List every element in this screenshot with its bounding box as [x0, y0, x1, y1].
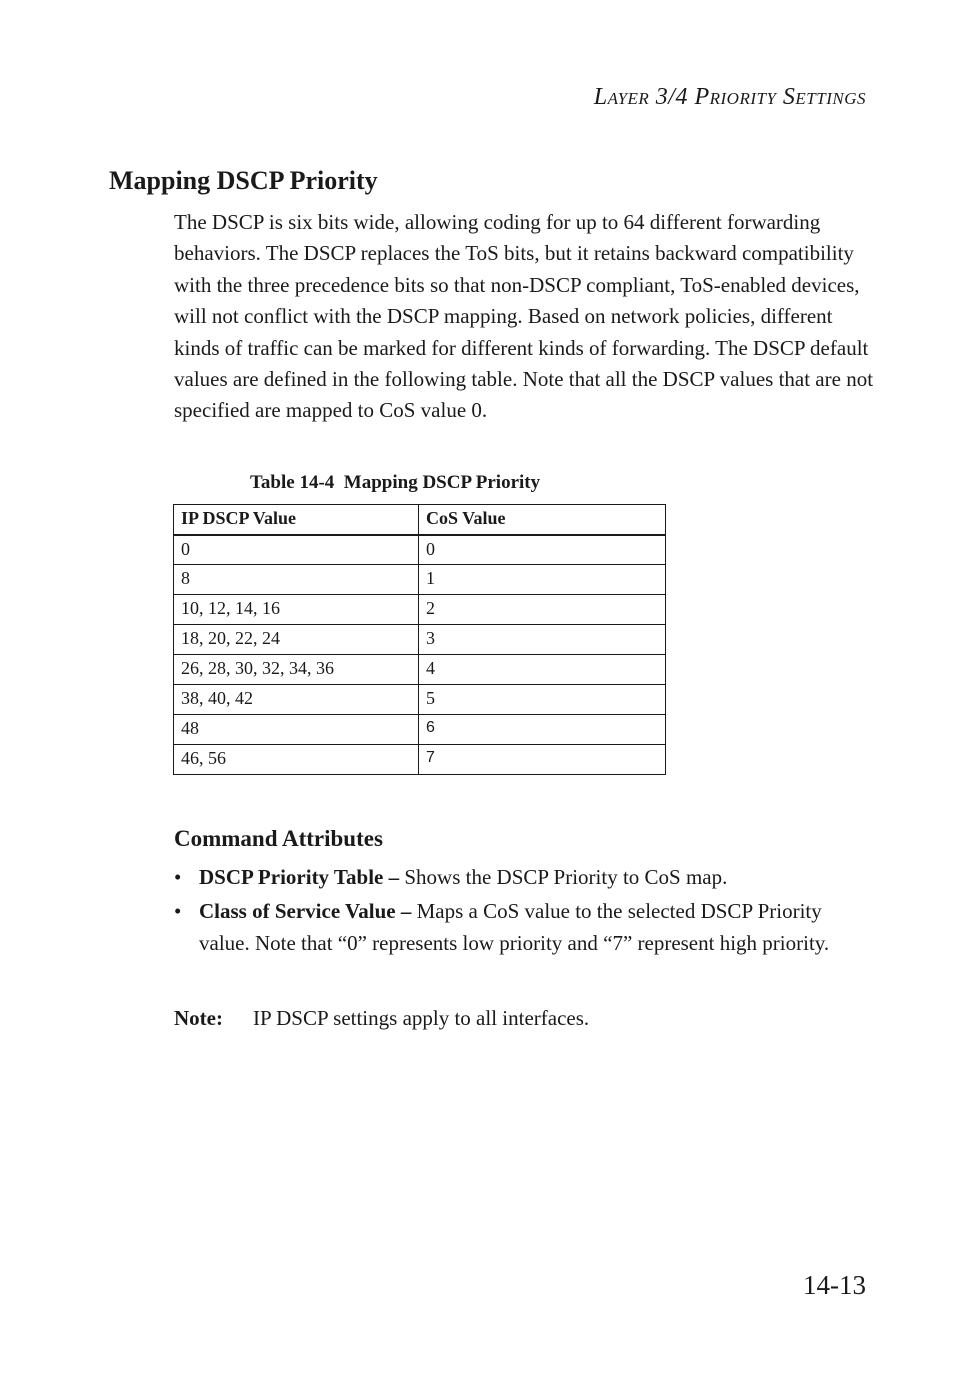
cos-cell: 4	[419, 655, 666, 685]
table-caption: Table 14-4 Mapping DSCP Priority	[250, 472, 541, 493]
ip-dscp-cell: 48	[174, 715, 419, 745]
table-row	[174, 685, 666, 715]
table-header-row	[174, 505, 666, 535]
attribute-description: Maps a CoS value to the selected DSCP Priority value. Note that “0” represents low priority and “7” represent high priority.	[199, 899, 830, 955]
bullet-icon: •	[174, 865, 182, 889]
header-ayer: AYER	[607, 89, 650, 108]
table-row	[174, 565, 666, 595]
attribute-term: DSCP Priority Table –	[199, 865, 400, 889]
table-row	[174, 655, 666, 685]
cos-cell: 0	[419, 535, 666, 565]
body-paragraph: The DSCP is six bits wide, allowing coding for up to 64 different forwarding behaviors. The DSCP replaces the ToS bits, but it retains backward compatibility with the three precedence bits so that non-DSCP compliant, ToS-enabled devices, will not conflict with the DSCP mapping. Based on network policies, different kinds of traffic can be marked for different kinds of forwarding. The DSCP default values are defined in the following table. Note that all the DSCP values that are not specified are mapped to CoS value 0.	[174, 210, 874, 423]
table-row	[174, 715, 666, 745]
cos-cell: 1	[419, 565, 666, 595]
dscp-mapping-table	[173, 504, 666, 775]
ip-dscp-cell: 0	[174, 535, 419, 565]
header-s: S	[776, 84, 796, 110]
list-item	[174, 896, 874, 959]
page-number: 14-13	[803, 1270, 866, 1300]
header-ettings: ETTINGS	[795, 89, 866, 108]
cos-cell: 7	[419, 745, 666, 775]
cos-cell: 2	[419, 595, 666, 625]
bullet-icon: •	[174, 899, 182, 924]
table-row	[174, 535, 666, 565]
header-l: L	[593, 84, 608, 110]
cos-cell: 5	[419, 685, 666, 715]
cos-cell: 3	[419, 625, 666, 655]
note-text: IP DSCP settings apply to all interfaces.	[253, 1006, 590, 1030]
command-attributes-title: Command Attributes	[174, 826, 383, 851]
attribute-list	[174, 862, 874, 962]
ip-dscp-cell: 10, 12, 14, 16	[174, 595, 419, 625]
table-row	[174, 745, 666, 775]
ip-dscp-cell: 46, 56	[174, 745, 419, 775]
attribute-description: Shows the DSCP Priority to CoS map.	[399, 865, 728, 889]
note-label: Note:	[174, 1006, 223, 1030]
cos-cell: 6	[419, 715, 666, 745]
list-item	[174, 862, 874, 893]
column-header-cos: CoS Value	[419, 505, 666, 535]
table-row	[174, 595, 666, 625]
running-header	[594, 84, 866, 111]
header-p: P	[694, 84, 710, 110]
note	[174, 1006, 589, 1031]
ip-dscp-cell: 18, 20, 22, 24	[174, 625, 419, 655]
table-row	[174, 625, 666, 655]
ip-dscp-cell: 38, 40, 42	[174, 685, 419, 715]
header-riority: RIORITY	[709, 89, 777, 108]
ip-dscp-cell: 8	[174, 565, 419, 595]
section-title: Mapping DSCP Priority	[109, 166, 378, 195]
header-mid: 3/4	[649, 84, 695, 110]
ip-dscp-cell: 26, 28, 30, 32, 34, 36	[174, 655, 419, 685]
attribute-term: Class of Service Value –	[199, 899, 412, 924]
column-header-ip-dscp: IP DSCP Value	[174, 505, 419, 535]
